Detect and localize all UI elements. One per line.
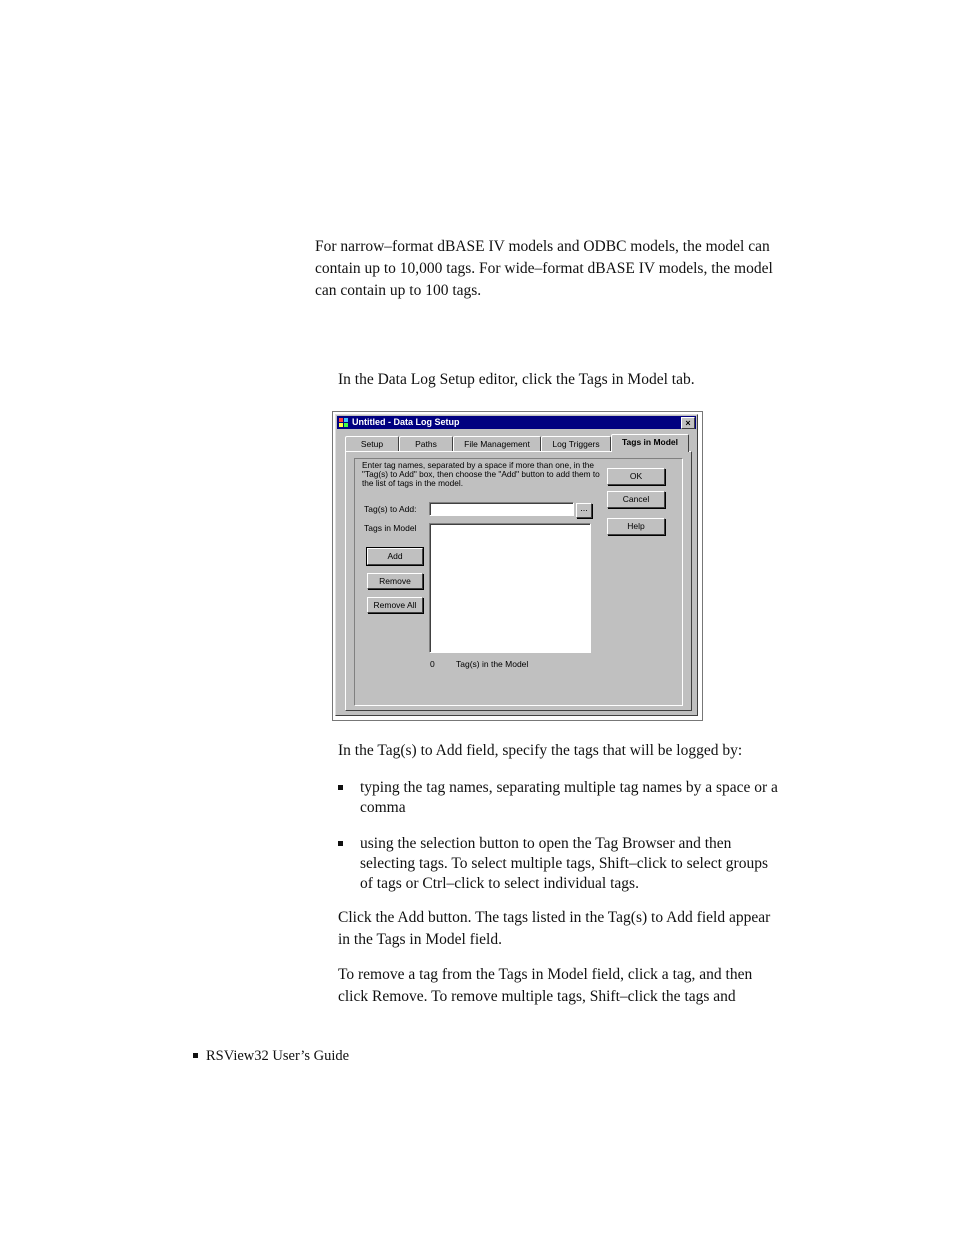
tab-paths[interactable]: Paths — [399, 436, 453, 451]
cancel-button[interactable]: Cancel — [607, 491, 665, 508]
close-button[interactable] — [681, 417, 695, 429]
tags-to-add-label: Tag(s) to Add: — [364, 504, 417, 514]
tag-count-label: Tag(s) in the Model — [456, 659, 529, 669]
tags-to-add-input[interactable] — [429, 502, 574, 516]
tab-log-triggers[interactable]: Log Triggers — [541, 436, 611, 451]
page-footer — [193, 1048, 349, 1065]
instructions-text: Enter tag names, separated by a space if more than one, in the "Tag(s) to Add" box, then choose the "Add" button to add them to the list of tags in the model. — [362, 460, 600, 488]
ok-button[interactable]: OK — [607, 468, 665, 485]
remove-all-button[interactable]: Remove All — [367, 597, 423, 613]
dialog-titlebar — [337, 416, 696, 429]
tags-in-model-list[interactable] — [429, 523, 591, 653]
step-4-text: To remove a tag from the Tags in Model field, click a tag, and then click Remove. To remove multiple tags, Shift–click the tags and — [338, 966, 753, 1005]
tag-count: 0 — [430, 659, 435, 669]
app-icon — [339, 418, 349, 427]
tab-setup[interactable]: Setup — [345, 436, 399, 451]
intro-paragraph: For narrow–format dBASE IV models and ODBC models, the model can contain up to 10,000 tags. For wide–format dBASE IV models, the model can contain up to 100 tags. — [315, 238, 773, 299]
bullet-marker — [338, 785, 343, 790]
bullet-text: using the selection button to open the Tag Browser and then selecting tags. To select multiple tags, Shift–click to select groups of tags or Ctrl–click to select individual tags. — [360, 835, 769, 892]
footer-square-marker — [193, 1053, 198, 1058]
tags-in-model-label: Tags in Model — [364, 523, 417, 533]
step-3-text: Click the Add button. The tags listed in the Tag(s) to Add field appear in the Tags in Model field. — [338, 909, 771, 948]
tag-browse-button[interactable]: ... — [576, 503, 592, 518]
bullet-text: typing the tag names, separating multiple tag names by a space or a comma — [360, 779, 778, 816]
step-1-text: In the Data Log Setup editor, click the Tags in Model tab. — [338, 371, 695, 388]
remove-button[interactable]: Remove — [367, 573, 423, 589]
step-2-text: In the Tag(s) to Add field, specify the tags that will be logged by: — [338, 742, 743, 759]
data-log-setup-dialog — [335, 414, 698, 716]
tags-in-model-panel — [345, 451, 692, 711]
help-button[interactable]: Help — [607, 518, 665, 535]
tab-tags-in-model[interactable]: Tags in Model — [611, 434, 689, 452]
footer-text: RSView32 User’s Guide — [206, 1048, 350, 1064]
tab-file-management[interactable]: File Management — [453, 436, 541, 451]
add-button[interactable]: Add — [367, 548, 423, 565]
bullet-marker — [338, 841, 343, 846]
close-icon: × — [685, 418, 691, 428]
bullet-item — [338, 778, 778, 818]
dialog-title: Untitled - Data Log Setup — [352, 417, 460, 427]
dialog-screenshot — [332, 411, 703, 721]
bullet-item — [338, 834, 778, 894]
